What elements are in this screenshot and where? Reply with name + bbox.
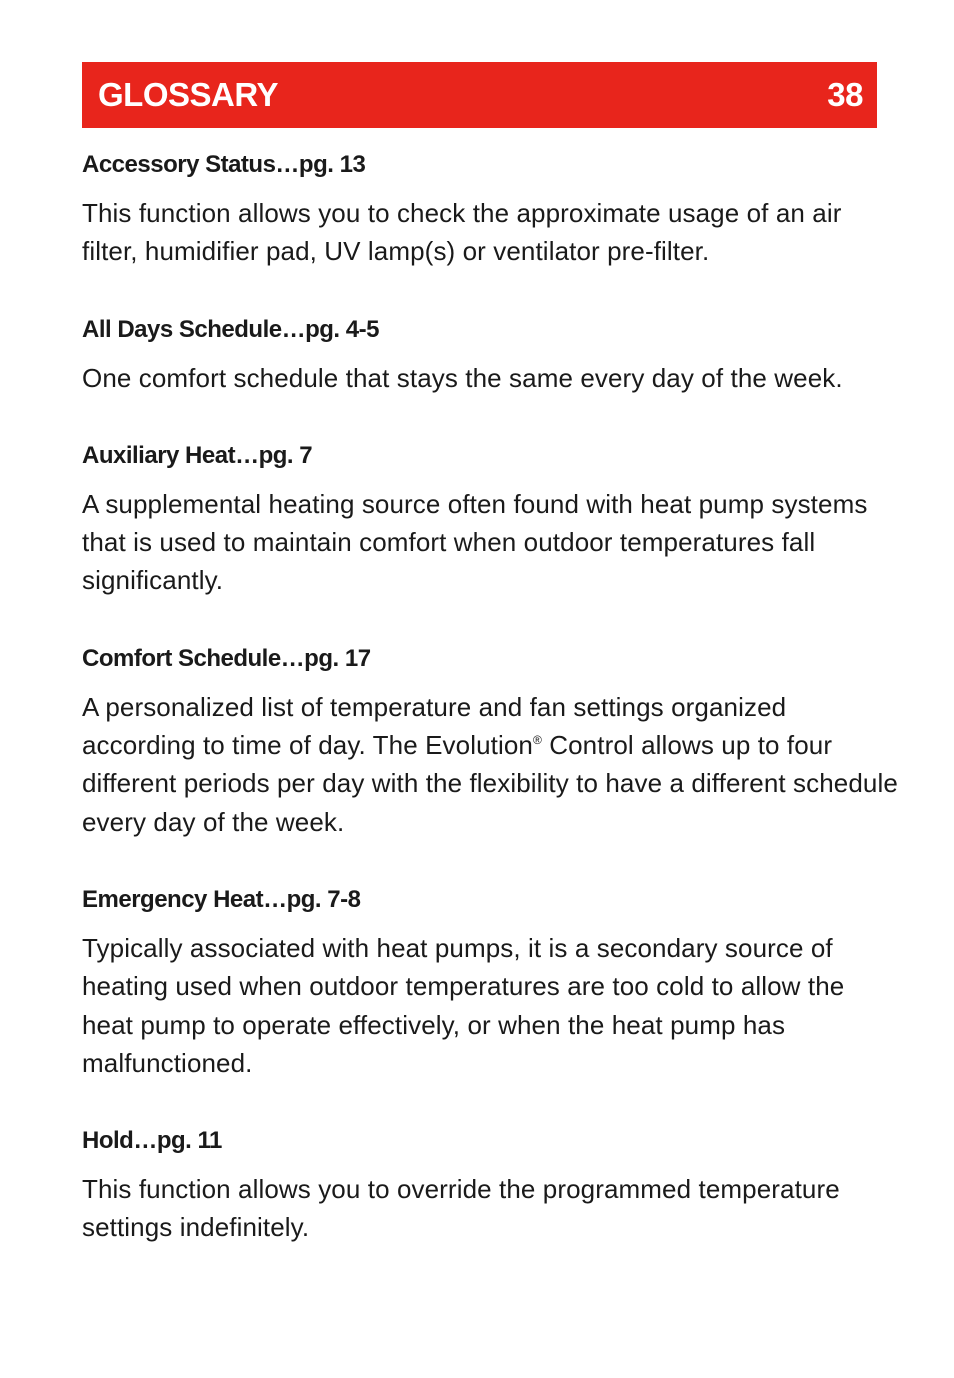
page-number: 38 — [827, 76, 863, 113]
description-text: A personalized list of temperature and fan settings organized according to time of day. The Evolution — [82, 691, 787, 761]
registered-mark: ® — [532, 733, 542, 748]
glossary-term: All Days Schedule…pg. 4-5 — [82, 315, 379, 343]
glossary-entry-hold — [82, 1126, 902, 1247]
glossary-header — [82, 62, 877, 128]
description-text: Control allows up to four different periods per day with the flexibility to have a different schedule every day of the week. — [82, 730, 898, 837]
glossary-term: Hold…pg. 11 — [82, 1127, 222, 1155]
glossary-entry-all-days-schedule — [82, 315, 902, 397]
glossary-description: One comfort schedule that stays the same every day of the week. — [82, 362, 843, 393]
glossary-entry-accessory-status — [82, 150, 902, 271]
glossary-description: Typically associated with heat pumps, it is a secondary source of heating used when outdoor temperatures are too cold to allow the heat pump to operate effectively, or when the heat pump has malfunctioned. — [82, 932, 845, 1078]
glossary-term: Accessory Status…pg. 13 — [82, 151, 366, 178]
glossary-description — [82, 688, 902, 841]
page-title: GLOSSARY — [98, 76, 278, 113]
glossary-list — [82, 150, 902, 1291]
glossary-entry-comfort-schedule — [82, 644, 902, 841]
glossary-description: A supplemental heating source often found with heat pump systems that is used to maintain comfort when outdoor temperatures fall significantly. — [82, 488, 868, 596]
glossary-description: This function allows you to override the programmed temperature settings indefinitely. — [82, 1174, 840, 1243]
glossary-entry-emergency-heat — [82, 885, 902, 1082]
glossary-term: Auxiliary Heat…pg. 7 — [82, 441, 313, 469]
glossary-entry-auxiliary-heat — [82, 441, 902, 600]
glossary-description: This function allows you to check the approximate usage of an air filter, humidifier pad, UV lamp(s) or ventilator pre-filter. — [82, 198, 842, 267]
glossary-term: Comfort Schedule…pg. 17 — [82, 644, 371, 672]
glossary-term: Emergency Heat…pg. 7-8 — [82, 885, 361, 913]
